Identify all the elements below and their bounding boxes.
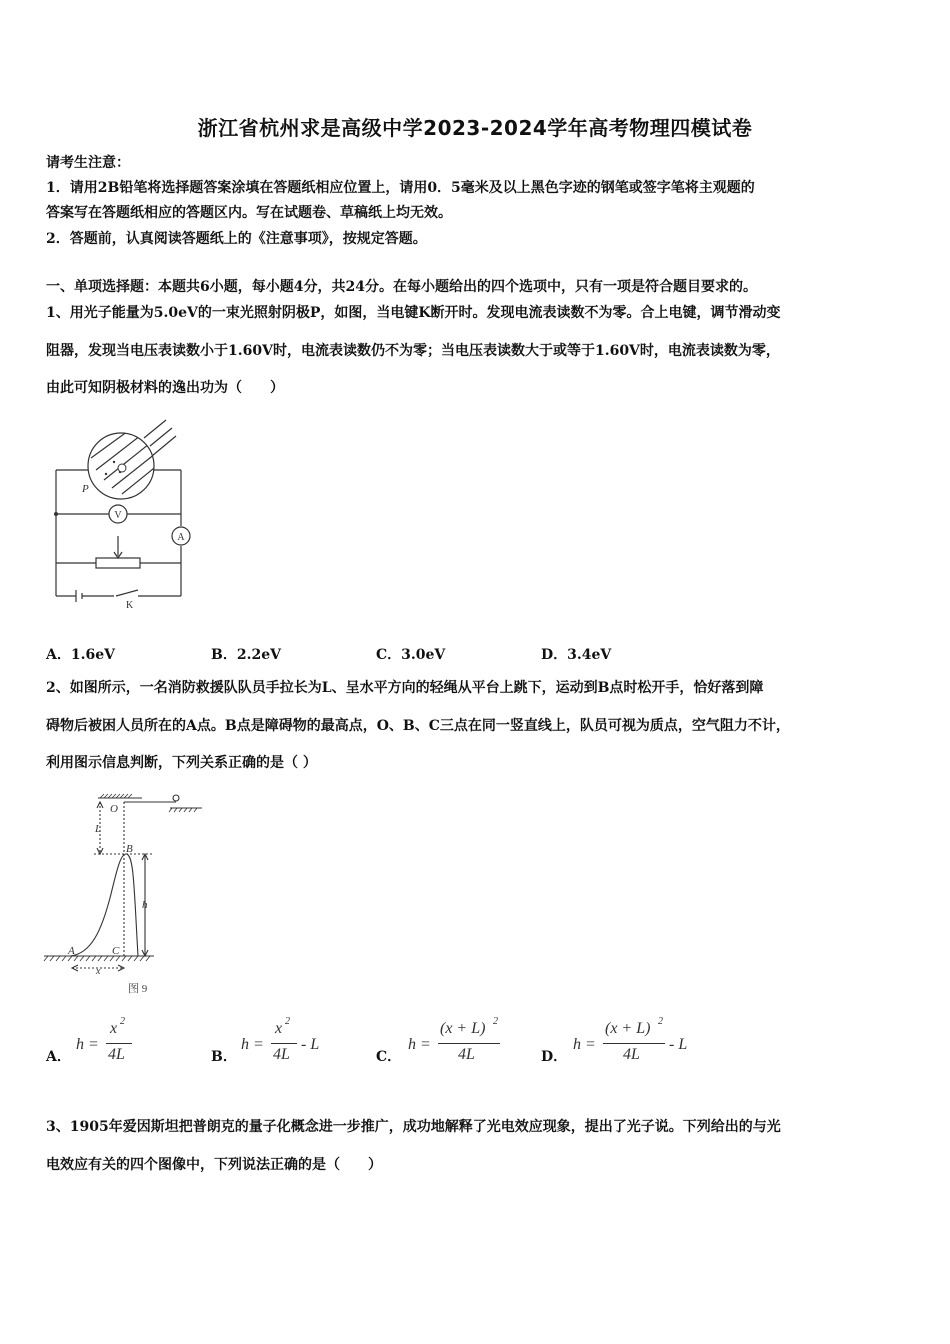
q2-option-d bbox=[541, 1016, 741, 1072]
formula-superscript: 2 bbox=[658, 1016, 663, 1027]
option-letter: A． bbox=[46, 1049, 71, 1065]
q1-option-d: D．3.4eV bbox=[541, 647, 612, 663]
q3-line-1: 3、1905年爱因斯坦把普朗克的量子化概念进一步推广，成功地解释了光电效应现象，提出了光子说。下列给出的与光 bbox=[46, 1119, 781, 1135]
section-1-heading: 一、单项选择题：本题共6小题，每小题4分，共24分。在每小题给出的四个选项中，只有一项是符合题目要求的。 bbox=[46, 279, 757, 295]
fraction-bar bbox=[271, 1043, 297, 1044]
q1-circuit-figure bbox=[46, 418, 206, 613]
label-a: A bbox=[177, 532, 185, 543]
formula-lhs: h = bbox=[408, 1036, 431, 1053]
option-letter: B． bbox=[211, 1049, 237, 1065]
fraction-bar bbox=[106, 1043, 132, 1044]
notice-heading: 请考生注意： bbox=[46, 155, 130, 171]
q2-option-b bbox=[211, 1016, 391, 1072]
q2-option-c bbox=[376, 1016, 541, 1072]
formula-denominator: 4L bbox=[108, 1046, 125, 1063]
label-p: P bbox=[82, 483, 89, 495]
notice-line-3: 2．答题前，认真阅读答题纸上的《注意事项》，按规定答题。 bbox=[46, 231, 427, 247]
label-c: C bbox=[112, 945, 120, 957]
switch-icon bbox=[116, 590, 138, 596]
notice-line-2: 答案写在答题纸相应的答题区内。写在试题卷、草稿纸上均无效。 bbox=[46, 205, 452, 221]
formula-superscript: 2 bbox=[493, 1016, 498, 1027]
label-a: A bbox=[68, 945, 75, 957]
option-letter: C． bbox=[376, 1049, 402, 1065]
q3-line-2: 电效应有关的四个图像中，下列说法正确的是（ ） bbox=[46, 1157, 382, 1173]
option-letter: D． bbox=[541, 1049, 568, 1065]
label-x: x bbox=[96, 966, 101, 977]
formula-numerator: x bbox=[275, 1020, 283, 1037]
label-k: K bbox=[126, 600, 134, 611]
q1-line-2: 阻器，发现当电压表读数小于1.60V时，电流表读数仍不为零；当电压表读数大于或等于1.60V时，电流表读数为零， bbox=[46, 343, 780, 359]
q2-line-3: 利用图示信息判断，下列关系正确的是（ ） bbox=[46, 755, 317, 771]
label-b: B bbox=[126, 843, 133, 855]
q2-obstacle-figure bbox=[42, 788, 212, 998]
formula-lhs: h = bbox=[76, 1036, 99, 1053]
q1-option-a: A．1.6eV bbox=[46, 647, 115, 663]
q1-line-1: 1、用光子能量为5.0eV的一束光照射阴极P，如图，当电键K断开时。发现电流表读数不为零。合上电键，调节滑动变 bbox=[46, 305, 781, 321]
label-h: h bbox=[142, 899, 148, 911]
formula-superscript: 2 bbox=[285, 1016, 290, 1027]
formula-denominator: 4L bbox=[458, 1046, 475, 1063]
formula-tail: - L bbox=[669, 1036, 688, 1053]
formula-denominator: 4L bbox=[623, 1046, 640, 1063]
notice-line-1: 1．请用2B铅笔将选择题答案涂填在答题纸相应位置上，请用0．5毫米及以上黑色字迹的钢笔或签字笔将主观题的 bbox=[46, 180, 755, 196]
figure-caption: 图 9 bbox=[128, 983, 148, 995]
formula-lhs: h = bbox=[241, 1036, 264, 1053]
page-title: 浙江省杭州求是高级中学2023-2024学年高考物理四模试卷 bbox=[197, 116, 753, 140]
fraction-bar bbox=[603, 1043, 665, 1044]
formula-numerator: x bbox=[110, 1020, 118, 1037]
q2-line-1: 2、如图所示，一名消防救援队队员手拉长为L、呈水平方向的轻绳从平台上跳下，运动到B点时松开手，恰好落到障 bbox=[46, 680, 764, 696]
label-o: O bbox=[110, 803, 118, 815]
label-l: L bbox=[95, 823, 102, 835]
q2-option-a bbox=[46, 1016, 226, 1072]
formula-superscript: 2 bbox=[120, 1016, 125, 1027]
q2-line-2: 碍物后被困人员所在的A点。B点是障碍物的最高点，O、B、C三点在同一竖直线上，队员可视为质点，空气阻力不计， bbox=[46, 718, 790, 734]
rheostat-icon bbox=[96, 558, 140, 568]
label-v: V bbox=[114, 510, 122, 521]
fraction-bar bbox=[438, 1043, 500, 1044]
formula-denominator: 4L bbox=[273, 1046, 290, 1063]
formula-tail: - L bbox=[301, 1036, 320, 1053]
q1-line-3: 由此可知阴极材料的逸出功为（ ） bbox=[46, 380, 284, 396]
formula-lhs: h = bbox=[573, 1036, 596, 1053]
q1-option-c: C．3.0eV bbox=[376, 647, 446, 663]
formula-numerator: (x + L) bbox=[605, 1020, 651, 1037]
formula-numerator: (x + L) bbox=[440, 1020, 486, 1037]
q1-option-b: B．2.2eV bbox=[211, 647, 281, 663]
